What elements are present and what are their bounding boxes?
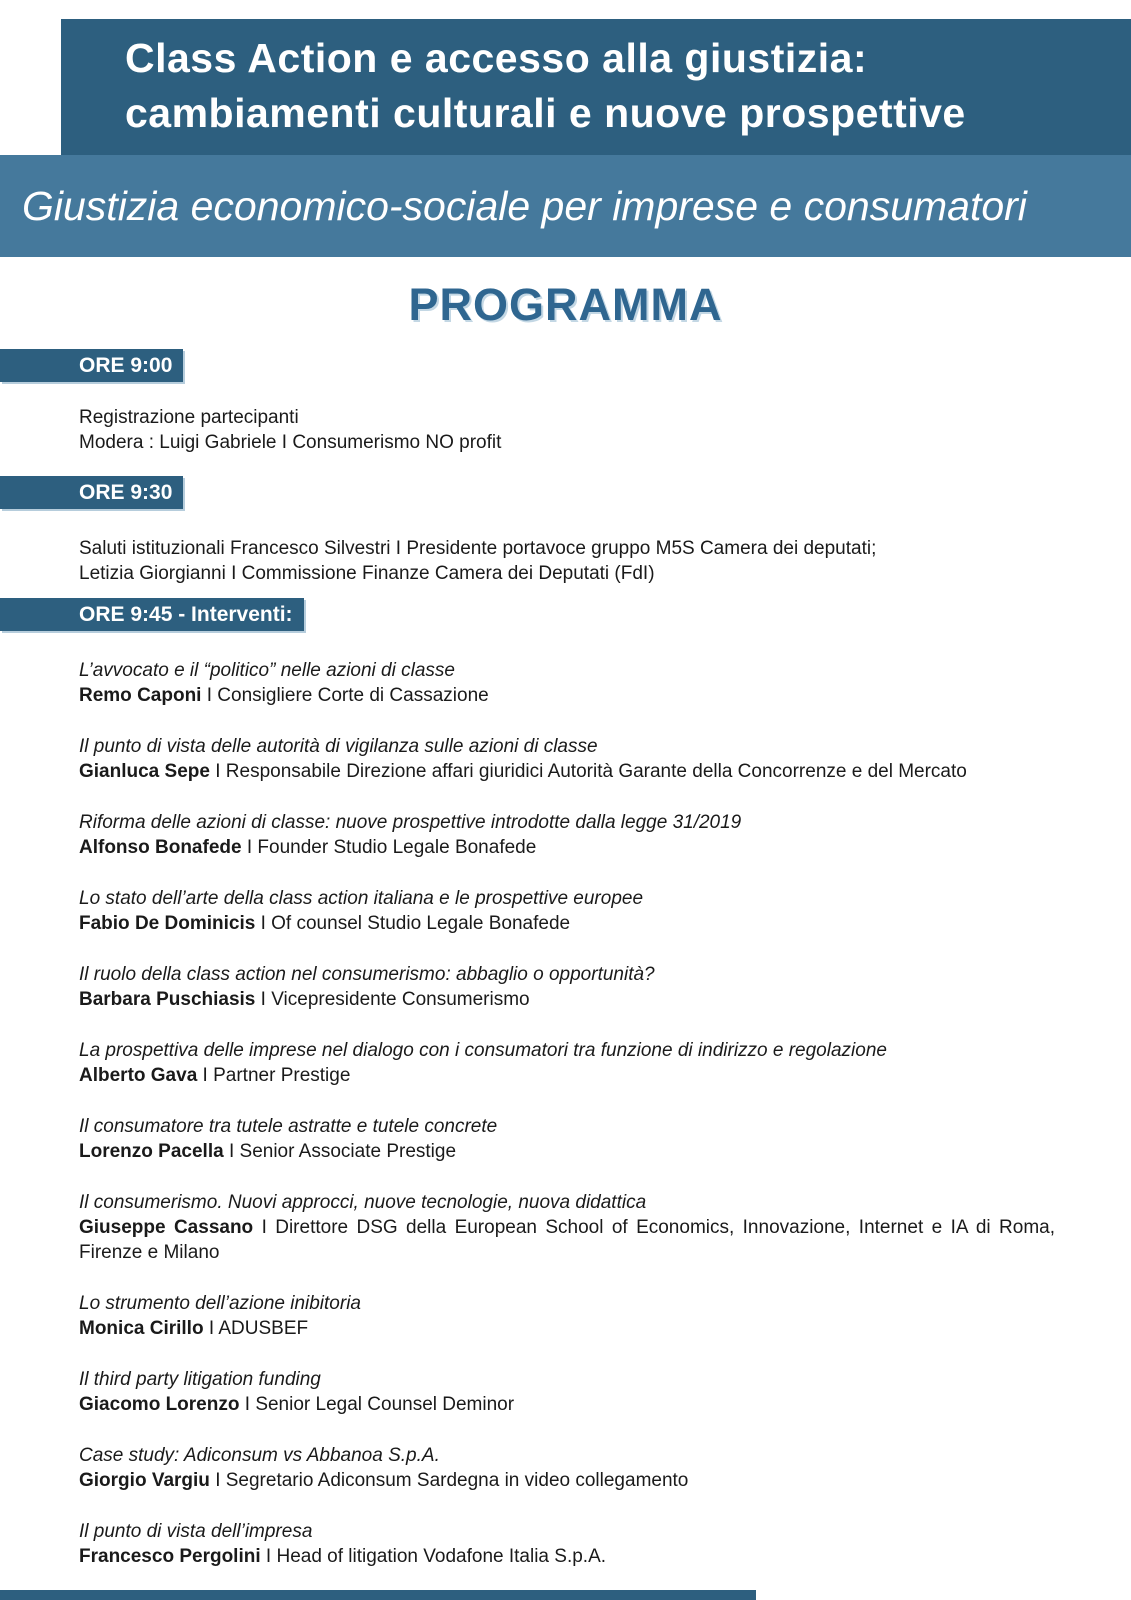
event-title-line1: Class Action e accesso alla giustizia:: [125, 35, 868, 81]
separator: I: [261, 1217, 267, 1238]
entry-title: Il consumerismo. Nuovi approcci, nuove tecnologie, nuova didattica: [79, 1192, 647, 1213]
session-line: Saluti istituzionali Francesco Silvestri I Presidente portavoce gruppo M5S Camera dei deputati;: [79, 538, 877, 559]
entry-speaker-line: [79, 1392, 1055, 1417]
entry-title: Il ruolo della class action nel consumerismo: abbaglio o opportunità?: [79, 964, 655, 985]
speaker-role: Direttore DSG della European School of Economics, Innovazione, Internet e IA di Roma, Firenze e Milano: [79, 1217, 1055, 1263]
interventi-list: [79, 658, 1055, 1569]
speaker-role: Partner Prestige: [213, 1065, 351, 1086]
session-line: Letizia Giorgianni I Commissione Finanze Camera dei Deputati (FdI): [79, 563, 655, 584]
speaker-role: Of counsel Studio Legale Bonafede: [271, 913, 571, 934]
speaker-name: Remo Caponi: [79, 685, 202, 706]
entry-title: Case study: Adiconsum vs Abbanoa S.p.A.: [79, 1445, 440, 1466]
session-0930-block: [79, 536, 1055, 586]
program-entry: [79, 1190, 1055, 1265]
event-subtitle: Giustizia economico-sociale per imprese e consumatori: [22, 182, 1027, 229]
entry-speaker-line: [79, 1468, 1055, 1493]
speaker-role: Consigliere Corte di Cassazione: [217, 685, 489, 706]
speaker-name: Giorgio Vargiu: [79, 1470, 210, 1491]
speaker-role: Founder Studio Legale Bonafede: [257, 837, 537, 858]
entry-speaker-line: [79, 835, 1055, 860]
time-badge-0930: ORE 9:30: [0, 476, 183, 509]
entry-title: Il consumatore tra tutele astratte e tutele concrete: [79, 1116, 498, 1137]
session-line: Modera : Luigi Gabriele I Consumerismo NO profit: [79, 432, 502, 453]
entry-title: La prospettiva delle imprese nel dialogo con i consumatori tra funzione di indirizzo e regolazione: [79, 1040, 887, 1061]
subtitle-band: [0, 155, 1131, 257]
page-break-band: [0, 1590, 756, 1600]
entry-title: Il punto di vista dell’impresa: [79, 1521, 313, 1542]
entry-title: Riforma delle azioni di classe: nuove prospettive introdotte dalla legge 31/2019: [79, 812, 742, 833]
speaker-role: Vicepresidente Consumerismo: [271, 989, 530, 1010]
badge-row: [0, 476, 1131, 509]
program-entry: [79, 886, 1055, 936]
speaker-name: Alfonso Bonafede: [79, 837, 242, 858]
entry-title: Lo strumento dell’azione inibitoria: [79, 1293, 361, 1314]
entry-title: L’avvocato e il “politico” nelle azioni di classe: [79, 660, 455, 681]
time-badge-0945-interventi: ORE 9:45 - Interventi:: [0, 598, 304, 631]
separator: I: [215, 761, 221, 782]
separator: I: [260, 913, 266, 934]
session-line: Registrazione partecipanti: [79, 407, 299, 428]
entry-speaker-line: [79, 683, 1055, 708]
program-entry: [79, 1114, 1055, 1164]
entry-title: Lo stato dell’arte della class action italiana e le prospettive europee: [79, 888, 644, 909]
entry-speaker-line: [79, 1544, 1055, 1569]
program-entry: [79, 734, 1055, 784]
speaker-role: Senior Legal Counsel Deminor: [255, 1394, 515, 1415]
separator: I: [202, 1065, 208, 1086]
speaker-role: Head of litigation Vodafone Italia S.p.A.: [276, 1546, 607, 1567]
program-entry: [79, 962, 1055, 1012]
speaker-name: Gianluca Sepe: [79, 761, 210, 782]
separator: I: [265, 1546, 272, 1567]
speaker-role: Segretario Adiconsum Sardegna in video collegamento: [225, 1470, 689, 1491]
speaker-name: Monica Cirillo: [79, 1318, 204, 1339]
program-entry: [79, 658, 1055, 708]
badge-row: [0, 349, 1131, 382]
speaker-role: ADUSBEF: [218, 1318, 309, 1339]
session-0900-block: [79, 405, 1055, 455]
program-entry: [79, 1443, 1055, 1493]
title-band: [61, 19, 1131, 155]
speaker-name: Giacomo Lorenzo: [79, 1394, 240, 1415]
speaker-name: Fabio De Dominicis: [79, 913, 256, 934]
speaker-name: Lorenzo Pacella: [79, 1141, 224, 1162]
program-entry: [79, 810, 1055, 860]
page-title: PROGRAMMA: [408, 279, 723, 330]
speaker-role: Senior Associate Prestige: [239, 1141, 457, 1162]
speaker-role: Responsabile Direzione affari giuridici Autorità Garante della Concorrenze e del Mercato: [225, 761, 967, 782]
entry-speaker-line: [79, 1215, 1055, 1265]
separator: I: [208, 1318, 215, 1339]
entry-speaker-line: [79, 987, 1055, 1012]
entry-speaker-line: [79, 1139, 1055, 1164]
entry-speaker-line: [79, 911, 1055, 936]
separator: I: [206, 685, 213, 706]
separator: I: [260, 989, 266, 1010]
separator: I: [246, 837, 253, 858]
entry-speaker-line: [79, 1063, 1055, 1088]
separator: I: [244, 1394, 251, 1415]
time-badge-0900: ORE 9:00: [0, 349, 183, 382]
separator: I: [228, 1141, 235, 1162]
program-entry: [79, 1038, 1055, 1088]
entry-speaker-line: [79, 759, 1055, 784]
entry-title: Il third party litigation funding: [79, 1369, 321, 1390]
program-entry: [79, 1367, 1055, 1417]
speaker-name: Francesco Pergolini: [79, 1546, 261, 1567]
entry-speaker-line: [79, 1316, 1055, 1341]
speaker-name: Giuseppe Cassano: [79, 1217, 254, 1238]
speaker-name: Barbara Puschiasis: [79, 989, 256, 1010]
event-title-line2: cambiamenti culturali e nuove prospettive: [125, 90, 966, 136]
program-entry: [79, 1519, 1055, 1569]
speaker-name: Alberto Gava: [79, 1065, 198, 1086]
program-entry: [79, 1291, 1055, 1341]
badge-row: [0, 598, 1131, 631]
separator: I: [215, 1470, 221, 1491]
entry-title: Il punto di vista delle autorità di vigilanza sulle azioni di classe: [79, 736, 598, 757]
